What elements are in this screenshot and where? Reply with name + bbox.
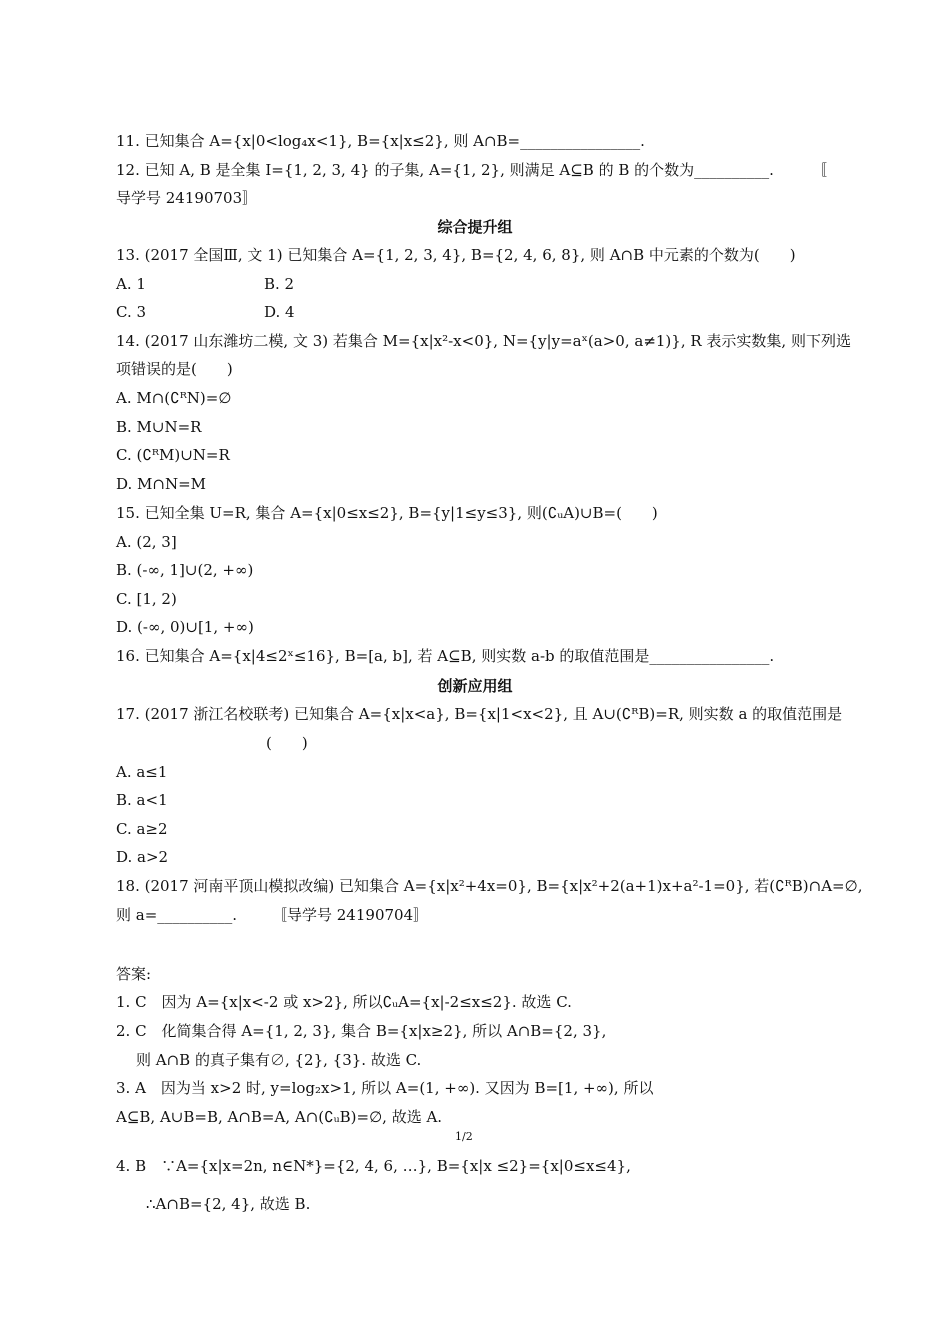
question-16: 16. 已知集合 A={x|4≤2ˣ≤16}, B=[a, b], 若 A⊆B, 则实数 a-b 的取值范围是________________. [116,647,775,665]
question-14: 14. (2017 山东潍坊二模, 文 3) 若集合 M={x|x²-x<0}, N={y|y=aˣ(a>0, a≠1)}, R 表示实数集, 则下列选 [116,332,851,350]
question-14-cont: 项错误的是( ) [116,360,233,378]
question-14-option-c: C. (∁ᴿM)∪N=R [116,446,230,464]
section-title-comprehensive: 综合提升组 [437,218,513,236]
question-13-option-b: B. 2 [264,275,295,293]
question-12-ref-bracket: 〚 [812,161,828,179]
answer-3-cont: A⊆B, A∪B=B, A∩B=A, A∩(∁ᵤB)=∅, 故选 A. [116,1108,443,1126]
question-13-option-c: C. 3 [116,303,147,321]
question-15: 15. 已知全集 U=R, 集合 A={x|0≤x≤2}, B={y|1≤y≤3}, 则(∁ᵤA)∪B=( ) [116,504,658,522]
answer-3: 3. A 因为当 x>2 时, y=log₂x>1, 所以 A=(1, +∞). 又因为 B=[1, +∞), 所以 [116,1079,654,1097]
question-13: 13. (2017 全国Ⅲ, 文 1) 已知集合 A={1, 2, 3, 4}, B={2, 4, 6, 8}, 则 A∩B 中元素的个数为( ) [116,246,796,264]
answer-2: 2. C 化简集合得 A={1, 2, 3}, 集合 B={x|x≥2}, 所以 A∩B={2, 3}, [116,1022,607,1040]
question-13-option-d: D. 4 [264,303,295,321]
question-17-option-a: A. a≤1 [116,763,168,781]
answer-4-cont: ∴A∩B={2, 4}, 故选 B. [146,1195,311,1213]
question-14-option-b: B. M∪N=R [116,418,202,436]
question-14-option-a: A. M∩(∁ᴿN)=∅ [116,389,232,407]
question-12-ref: 导学号 24190703〛 [116,189,258,207]
question-15-option-c: C. [1, 2) [116,590,177,608]
question-17-cont: ( ) [266,734,308,752]
question-14-option-d: D. M∩N=M [116,475,207,493]
answer-4: 4. B ∵A={x|x=2n, n∈N*}={2, 4, 6, …}, B={x|x ≤2}={x|0≤x≤4}, [116,1157,631,1175]
question-15-option-a: A. (2, 3] [116,533,177,551]
question-17: 17. (2017 浙江名校联考) 已知集合 A={x|x<a}, B={x|1<x<2}, 且 A∪(∁ᴿB)=R, 则实数 a 的取值范围是 [116,705,843,723]
question-15-option-b: B. (-∞, 1]∪(2, +∞) [116,561,254,579]
question-12: 12. 已知 A, B 是全集 I={1, 2, 3, 4} 的子集, A={1, 2}, 则满足 A⊆B 的 B 的个数为__________. [116,161,774,179]
answers-title: 答案: [116,965,152,983]
answer-1: 1. C 因为 A={x|x<-2 或 x>2}, 所以∁ᵤA={x|-2≤x≤2}. 故选 C. [116,993,572,1011]
question-13-option-a: A. 1 [116,275,146,293]
question-15-option-d: D. (-∞, 0)∪[1, +∞) [116,618,254,636]
answer-4-exponent-fraction: 1/2 [455,1130,473,1143]
question-18-ref: 〚导学号 24190704〛 [272,906,429,924]
question-18: 18. (2017 河南平顶山模拟改编) 已知集合 A={x|x²+4x=0}, B={x|x²+2(a+1)x+a²-1=0}, 若(∁ᴿB)∩A=∅, [116,877,863,895]
question-11: 11. 已知集合 A={x|0<log₄x<1}, B={x|x≤2}, 则 A∩B=________________. [116,132,645,150]
question-17-option-b: B. a<1 [116,791,168,809]
question-17-option-d: D. a>2 [116,848,169,866]
section-title-innovation: 创新应用组 [437,677,513,695]
question-18-cont: 则 a=__________. [116,906,238,924]
answer-2-cont: 则 A∩B 的真子集有∅, {2}, {3}. 故选 C. [136,1051,422,1069]
question-17-option-c: C. a≥2 [116,820,168,838]
